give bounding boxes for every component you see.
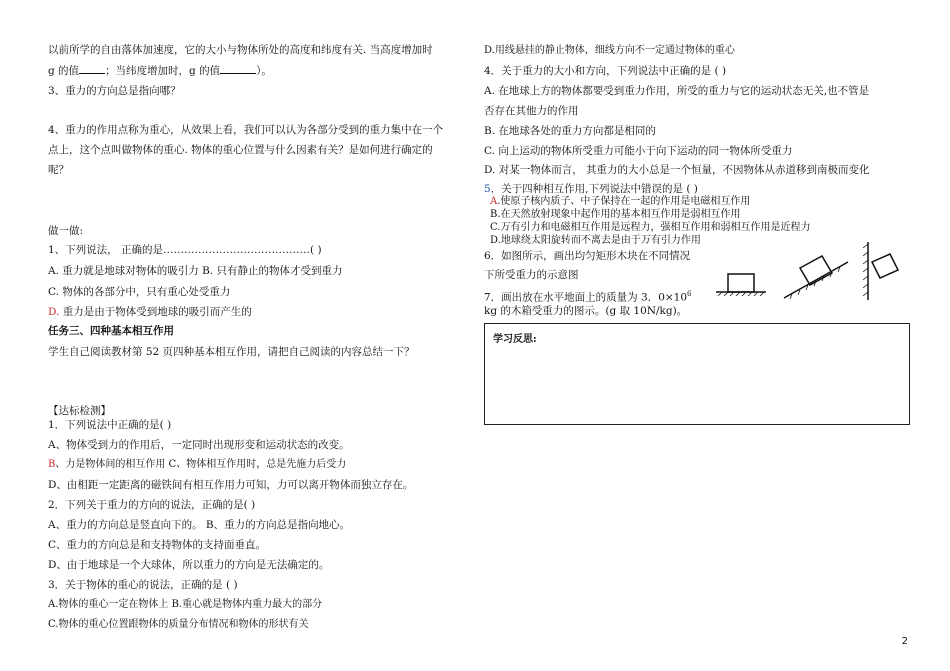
right-q4-option-d: D. 对某一物体而言， 其重力的大小总是一个恒量，不因物体从赤道移到南极而变化 [484,164,870,176]
practice-q1: 1、下列说法， 正确的是……………………………………( ) [48,244,322,256]
right-q7-line-2: kg 的木箱受重力的图示。(g 取 10N/kg)。 [484,305,688,317]
right-q5-option-c: C.万有引力和电磁相互作用是远程力，强相互作用和弱相互作用是近程力 [490,222,811,233]
task3-title: 任务三、四种基本相互作用 [48,325,174,337]
check-q3-option-c: C.物体的重心位置跟物体的质量分布情况和物体的形状有关 [48,619,309,630]
q5-option-a-text: .使原子核内质子、中子保持在一起的作用是电磁相互作用 [497,196,751,207]
right-q6-line-2: 下所受重力的示意图 [484,269,579,281]
block-rect [728,274,754,292]
q5-option-a-letter: A [490,196,498,207]
page-number: 2 [901,636,908,647]
latitude-label: ；当纬度增加时，g 的值 [105,65,221,77]
right-q7-line-1 [484,287,692,305]
check-q3-option-ab: A.物体的重心一定在物体上 B.重心就是物体内重力最大的部分 [48,599,323,610]
option-d-letter: D. [48,306,60,318]
right-q5-option-d: D.地球绕太阳旋转而不离去是由于万有引力作用 [490,235,701,246]
check-q2-option-ab: A、重力的方向总是竖直向下的。 B、重力的方向总是指向地心。 [48,519,351,531]
right-q4-option-c: C. 向上运动的物体所受重力可能小于向下运动的同一物体所受重力 [484,145,793,157]
g-value-label: g 的值 [48,65,80,77]
question-4-line-2: 点上，这个点叫做物体的重心. 物体的重心位置与什么因素有关？是如何进行确定的 [48,144,433,156]
question-4-line-1: 4、重力的作用点称为重心，从效果上看，我们可以认为各部分受到的重力集中在一个 [48,124,444,136]
check-q1-option-bc [48,458,346,472]
check-q3-option-d: D.用线悬挂的静止物体，细线方向不一定通过物体的重心 [484,45,735,56]
practice-q1-option-c: C. 物体的各部分中，只有重心处受重力 [48,286,231,298]
option-d-text: 重力是由于物体受到地球的吸引而产生的 [59,306,252,318]
figure-block-on-floor [710,268,770,300]
reflection-box[interactable] [484,323,910,425]
right-q5-option-a [490,195,750,209]
practice-q1-option-d [48,305,252,319]
option-bc-text: 、力是物体间的相互作用 C、物体相互作用时，总是先施力后受力 [55,459,347,470]
fill-blank-latitude [220,63,256,74]
figure-block-on-incline [780,250,852,302]
right-question-5 [484,182,698,196]
wall-block [872,254,898,278]
check-title: 【达标检测】 [48,405,111,417]
incline-line [784,262,848,298]
fill-blank-height [79,63,105,74]
task3-text: 学生自己阅读教材第 52 页四种基本相互作用，请把自己阅读的内容总结一下？ [48,346,415,358]
question-3: 3、重力的方向总是指向哪？ [48,85,181,97]
practice-title: 做一做: [48,225,84,237]
q5-text: ．关于四种相互作用,下列说法中错误的是 ( ) [490,183,698,195]
option-b-letter: B [48,459,56,470]
check-q1: 1．下列说法中正确的是( ) [48,419,172,431]
right-question-4: 4．关于重力的大小和方向，下列说法中正确的是 ( ) [484,65,727,77]
intro-line-1: 以前所学的自由落体加速度，它的大小与物体所处的高度和纬度有关. 当高度增加时 [48,44,433,56]
right-q6-line-1: 6．如图所示，画出均匀矩形木块在不同情况 [484,250,691,262]
right-q4-option-b: B. 在地球各处的重力方向都是相同的 [484,125,656,137]
q5-number: 5 [484,183,491,195]
practice-q1-option-ab: A. 重力就是地球对物体的吸引力 B. 只有静止的物体才受到重力 [48,265,343,277]
check-q3: 3．关于物体的重心的说法，正确的是 ( ) [48,579,238,591]
reflection-title: 学习反思: [493,334,537,345]
question-4-line-3: 呢？ [48,164,69,176]
right-q5-option-b: B.在天然放射现象中起作用的基本相互作用是弱相互作用 [490,209,741,220]
closing-paren: ）。 [256,65,272,77]
right-q4-option-a-line-2: 否存在其他力的作用 [484,105,579,117]
check-q2-option-d: D、由于地球是一个大球体，所以重力的方向是无法确定的。 [48,559,330,571]
check-q2: 2．下列关于重力的方向的说法，正确的是( ) [48,499,256,511]
q7-exponent: 6 [687,290,692,298]
check-q1-option-a: A、物体受到力的作用后，一定同时出现形变和运动状态的改变。 [48,439,350,451]
q7-text: 7．画出放在水平地面上的质量为 3．0×10 [484,291,688,304]
check-q2-option-c: C、重力的方向总是和支持物体的支持面垂直。 [48,539,267,551]
figure-block-on-wall [860,240,910,302]
check-q1-option-d: D、由相距一定距离的磁铁间有相互作用力可知，力可以离开物体而独立存在。 [48,479,414,491]
intro-line-2 [48,63,272,78]
right-q4-option-a-line-1: A. 在地球上方的物体都要受到重力作用，所受的重力与它的运动状态无关,也不管是 [484,85,870,97]
